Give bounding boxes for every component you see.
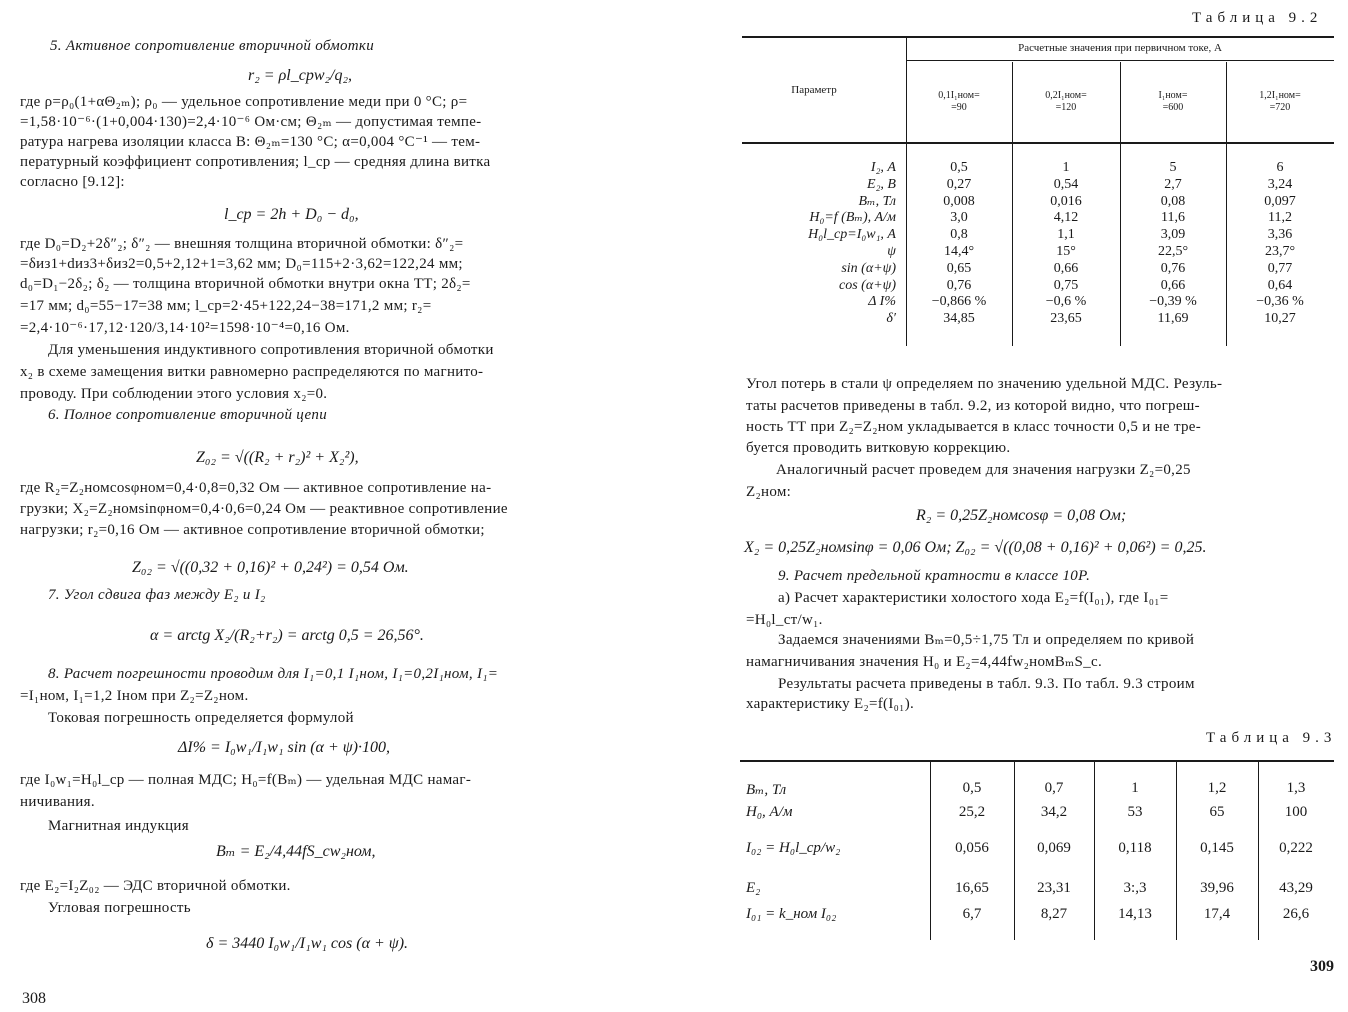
text-line: =H₀l_ст/w₁.: [746, 612, 823, 628]
table-9-3-param: I₀₁ = k_ном I₀₂: [746, 906, 837, 922]
table-9-2-span-header: Расчетные значения при первичном токе, А: [1018, 42, 1222, 54]
table-9-3-cell: 34,2: [1040, 804, 1068, 820]
text-line: пературный коэффициент сопротивления; l_ср — средняя длина витка: [20, 154, 491, 170]
table-9-2-param: cos (α+ψ): [839, 277, 896, 293]
table-9-2-cell: −0,6 %: [1045, 294, 1087, 310]
table-9-3-cell: 16,65: [955, 880, 989, 896]
table-9-3-cell: 14,13: [1118, 906, 1152, 922]
text-line: Угловая погрешность: [48, 900, 191, 916]
table-9-2-cell: −0,36 %: [1256, 294, 1304, 310]
table-9-2-cell: 23,65: [1050, 311, 1082, 327]
text-line: =2,4·10⁻⁶·17,12·120/3,14·10²=1598·10⁻⁴=0,16 Ом.: [20, 320, 350, 336]
table-9-2-cell: 1: [1062, 160, 1070, 175]
table-9-2-param: ψ: [887, 244, 896, 259]
text-line: намагничивания значения H₀ и E₂=4,44fw₂номBₘS_c.: [746, 654, 1103, 670]
table-9-2-cell: 15°: [1056, 244, 1076, 259]
text-line: Z₂ном:: [746, 484, 792, 500]
page-number-right: 309: [1310, 958, 1334, 975]
table-9-3-cell: 65: [1209, 804, 1225, 820]
text-line: 9. Расчет предельной кратности в классе 10Р.: [778, 568, 1091, 584]
table-9-2-cell: 3,0: [950, 210, 968, 226]
table-9-2-param: H₀l_ср=I₀w₁, А: [808, 227, 896, 243]
table-9-3-caption: Таблица 9.3: [1206, 730, 1337, 746]
table-9-2-cell: 0,77: [1267, 260, 1293, 276]
table-9-2-cell: 6: [1276, 160, 1284, 175]
formula-line: α = arctg X₂/(R₂+r₂) = arctg 0,5 = 26,56°.: [150, 627, 424, 644]
table-9-2-cell: 11,6: [1161, 210, 1185, 226]
table-9-3-cell: 53: [1127, 804, 1143, 820]
text-line: Магнитная индукция: [48, 818, 189, 834]
text-line: x₂ в схеме замещения витки равномерно распределяются по магнито-: [20, 364, 484, 380]
table-9-2-cell: 4,12: [1053, 210, 1079, 226]
text-line: где D₀=D₂+2δ″₂; δ″₂ — внешняя толщина вторичной обмотки: δ″₂=: [20, 236, 464, 252]
table-9-3-param: Bₘ, Тл: [746, 782, 787, 798]
table-9-2-col-header: 0,2I₁ном= =120: [1045, 90, 1087, 113]
table-9-2-cell: 0,66: [1160, 277, 1186, 293]
table-9-2-cell: 0,76: [1160, 260, 1186, 276]
formula-line: l_ср = 2h + D₀ − d₀,: [224, 206, 359, 223]
formula-line: X₂ = 0,25Z₂номsinφ = 0,06 Ом; Z₀₂ = √((0,08 + 0,16)² + 0,06²) = 0,25.: [744, 539, 1207, 556]
table-9-2-cell: 0,76: [946, 277, 972, 293]
table-9-2-param: I₂, А: [870, 160, 896, 175]
table-9-2-param: δ′: [886, 311, 896, 327]
page-number-left: 308: [22, 990, 46, 1007]
table-9-3-cell: 26,6: [1282, 906, 1310, 922]
table-9-2-cell: 23,7°: [1264, 244, 1296, 259]
table-9-2-param: Δ I%: [868, 294, 896, 310]
table-9-2-cell: 1,1: [1057, 227, 1075, 243]
table-9-3-cell: 0,118: [1118, 840, 1152, 856]
table-9-2-caption: Таблица 9.2: [1192, 10, 1323, 26]
table-9-2-cell: 0,5: [950, 160, 968, 175]
table-9-2-cell: 5: [1169, 160, 1177, 175]
text-line: ность ТТ при Z₂=Z₂ном укладывается в класс точности 0,5 и не тре-: [746, 419, 1202, 435]
table-9-3-cell: 8,27: [1040, 906, 1068, 922]
table-9-3-cell: 3:,3: [1123, 880, 1147, 896]
text-line: =δиз1+dиз3+δиз2=0,5+2,12+1=3,62 мм; D₀=115+2·3,62=122,24 мм;: [20, 256, 463, 272]
table-9-2-cell: 0,66: [1053, 260, 1079, 276]
table-9-2-cell: 3,36: [1267, 227, 1293, 243]
table-9-3-cell: 0,145: [1200, 840, 1234, 856]
table-9-2-col-header: 0,1I₁ном= =90: [938, 90, 980, 113]
text-line: где R₂=Z₂номcosφном=0,4·0,8=0,32 Ом — активное сопротивление на-: [20, 480, 492, 496]
table-9-2-param: sin (α+ψ): [841, 260, 896, 276]
formula-line: Z₀₂ = √((0,32 + 0,16)² + 0,24²) = 0,54 Ом.: [132, 559, 409, 576]
table-9-2-cell: 0,097: [1264, 193, 1296, 209]
text-line: Для уменьшения индуктивного сопротивления вторичной обмотки: [48, 342, 494, 358]
table-9-2-cell: 34,85: [943, 311, 975, 327]
text-line: d₀=D₁−2δ₂; δ₂ — толщина вторичной обмотки внутри окна ТТ; 2δ₂=: [20, 276, 471, 292]
text-line: характеристику E₂=f(I₀₁).: [746, 696, 915, 712]
table-9-3-cell: 23,31: [1037, 880, 1071, 896]
table-9-2-cell: 0,8: [950, 227, 968, 243]
table-9-2-cell: 11,69: [1157, 311, 1189, 327]
formula-line: Z₀₂ = √((R₂ + r₂)² + X₂²),: [196, 449, 359, 466]
table-9-2-cell: 0,65: [946, 260, 972, 276]
text-line: где ρ=ρ₀(1+αΘ₂ₘ); ρ₀ — удельное сопротивление меди при 0 °С; ρ=: [20, 94, 468, 110]
text-line: Угол потерь в стали ψ определяем по значению удельной МДС. Резуль-: [746, 376, 1223, 392]
table-9-2-cell: −0,866 %: [931, 294, 987, 310]
table-9-2-cell: 0,008: [943, 193, 975, 209]
formula-line: δ = 3440 I₀w₁/I₁w₁ cos (α + ψ).: [206, 935, 409, 952]
table-9-3-cell: 0,056: [955, 840, 989, 856]
table-9-2-cell: 22,5°: [1157, 244, 1189, 259]
text-line: грузки; X₂=Z₂номsinφном=0,4·0,6=0,24 Ом — реактивное сопротивление: [20, 501, 508, 517]
table-9-3-cell: 43,29: [1279, 880, 1313, 896]
text-line: ничивания.: [20, 794, 95, 810]
table-9-2-cell: 11,2: [1268, 210, 1292, 226]
text-line: согласно [9.12]:: [20, 174, 125, 190]
formula-line: R₂ = 0,25Z₂номcosφ = 0,08 Ом;: [916, 507, 1127, 524]
text-line: Результаты расчета приведены в табл. 9.3. По табл. 9.3 строим: [778, 676, 1195, 692]
formula-line: Bₘ = E₂/4,44fS_cw₂ном,: [216, 843, 376, 860]
table-9-3-param: H₀, А/м: [746, 804, 793, 820]
formula-line: ΔI% = I₀w₁/I₁w₁ sin (α + ψ)·100,: [178, 739, 390, 756]
table-9-3-cell: 1,2: [1207, 780, 1227, 796]
table-9-2-param: E₂, В: [867, 176, 896, 192]
text-line: ратура нагрева изоляции класса В: Θ₂ₘ=130 °С; α=0,004 °С⁻¹ — тем-: [20, 134, 481, 150]
table-9-2-cell: 0,75: [1053, 277, 1079, 293]
table-9-2-cell: 14,4°: [943, 244, 975, 259]
table-9-3-cell: 1: [1131, 780, 1139, 796]
table-9-2-cell: 2,7: [1164, 176, 1182, 192]
table-9-3-cell: 39,96: [1200, 880, 1234, 896]
text-line: 8. Расчет погрешности проводим для I₁=0,1 I₁ном, I₁=0,2I₁ном, I₁=: [48, 666, 499, 682]
text-line: =17 мм; d₀=55−17=38 мм; l_ср=2·45+122,24−38=171,2 мм; r₂=: [20, 298, 432, 314]
table-9-3-cell: 0,222: [1279, 840, 1313, 856]
table-9-3-cell: 1,3: [1286, 780, 1306, 796]
text-line: буется проводить витковую коррекцию.: [746, 440, 1011, 456]
text-line: Токовая погрешность определяется формулой: [48, 710, 354, 726]
table-9-3-cell: 25,2: [958, 804, 986, 820]
table-9-2-param: H₀=f (Bₘ), А/м: [809, 210, 896, 226]
right-page: [674, 0, 1348, 1012]
table-9-2-col-header: 1,2I₁ном= =720: [1259, 90, 1301, 113]
table-9-2-cell: 0,54: [1053, 176, 1079, 192]
table-9-3-cell: 100: [1284, 804, 1308, 820]
table-9-2-cell: 3,09: [1160, 227, 1186, 243]
text-line: нагрузки; r₂=0,16 Ом — активное сопротивление вторичной обмотки;: [20, 522, 485, 538]
table-9-2-cell: 0,016: [1050, 193, 1082, 209]
text-line: проводу. При соблюдении этого условия x₂=0.: [20, 386, 328, 402]
table-9-3-cell: 0,5: [962, 780, 982, 796]
table-9-2-param-header: Параметр: [791, 84, 837, 96]
table-9-2-cell: 3,24: [1267, 176, 1293, 192]
text-line: таты расчетов приведены в табл. 9.2, из которой видно, что погреш-: [746, 398, 1200, 414]
formula-line: r₂ = ρl_срw₂/q₂,: [248, 67, 353, 84]
text-line: =1,58·10⁻⁶·(1+0,004·130)=2,4·10⁻⁶ Ом·см; Θ₂ₘ — допустимая темпе-: [20, 114, 482, 130]
table-9-3-param: E₂: [746, 880, 761, 896]
text-line: где I₀w₁=H₀l_ср — полная МДС; H₀=f(Bₘ) — удельная МДС намаг-: [20, 772, 472, 788]
table-9-2-cell: 10,27: [1264, 311, 1296, 327]
table-9-3-cell: 0,069: [1037, 840, 1071, 856]
text-line: 5. Активное сопротивление вторичной обмотки: [50, 38, 375, 54]
table-9-2-param: Bₘ, Тл: [858, 193, 896, 209]
table-9-2-cell: 0,27: [946, 176, 972, 192]
text-line: =I₁ном, I₁=1,2 Iном при Z₂=Z₂ном.: [20, 688, 249, 704]
table-9-3-param: I₀₂ = H₀l_ср/w₂: [746, 840, 841, 856]
table-9-2-col-header: I₁ном= =600: [1158, 90, 1188, 113]
text-line: 6. Полное сопротивление вторичной цепи: [48, 407, 328, 423]
text-line: а) Расчет характеристики холостого хода E₂=f(I₀₁), где I₀₁=: [778, 590, 1169, 606]
text-line: где E₂=I₂Z₀₂ — ЭДС вторичной обмотки.: [20, 878, 291, 894]
table-9-3-cell: 6,7: [962, 906, 982, 922]
table-9-3-cell: 0,7: [1044, 780, 1064, 796]
table-9-2-cell: 0,08: [1160, 193, 1186, 209]
table-9-3-cell: 17,4: [1203, 906, 1231, 922]
table-9-2-cell: 0,64: [1267, 277, 1293, 293]
text-line: 7. Угол сдвига фаз между E₂ и I₂: [48, 587, 266, 603]
text-line: Задаемся значениями Bₘ=0,5÷1,75 Тл и определяем по кривой: [778, 632, 1195, 648]
table-9-2-cell: −0,39 %: [1149, 294, 1197, 310]
text-line: Аналогичный расчет проведем для значения нагрузки Z₂=0,25: [776, 462, 1191, 478]
